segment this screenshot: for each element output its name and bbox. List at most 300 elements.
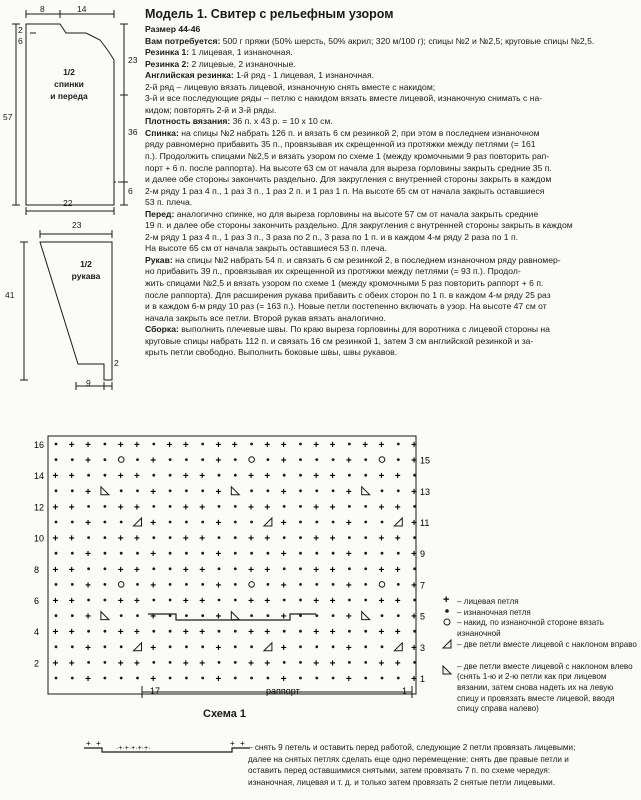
chart-stitch-knit: + [394, 658, 401, 670]
chart-stitch-yo [379, 457, 385, 463]
chart-stitch-knit: + [264, 564, 271, 576]
chart-stitch-knit: + [150, 549, 157, 561]
chart-stitch-purl [364, 583, 367, 586]
chart-stitch-knit: + [362, 440, 369, 451]
chart-stitch-rdec [264, 518, 272, 526]
chart-stitch-purl [169, 630, 172, 633]
chart-stitch-purl [413, 474, 416, 477]
chart-stitch-knit: + [199, 533, 206, 545]
chart-stitch-yo [249, 582, 255, 588]
chart-stitch-purl [299, 677, 302, 680]
chart-stitch-purl [201, 552, 204, 555]
chart-row-number-left: 6 [34, 596, 40, 606]
chart-stitch-purl [104, 677, 107, 680]
chart-stitch-knit: + [150, 674, 157, 685]
chart-stitch-knit: + [85, 486, 91, 498]
chart-stitch-purl [299, 536, 302, 539]
chart-stitch-knit: + [280, 611, 287, 623]
chart-stitch-purl [218, 567, 221, 570]
chart-stitch-knit: + [329, 596, 336, 607]
chart-stitch-knit: + [68, 564, 75, 576]
chart-stitch-knit: + [68, 502, 75, 514]
chart-stitch-purl [413, 599, 416, 602]
chart-stitch-purl [299, 661, 302, 664]
legend-knit: – лицевая петля [457, 597, 519, 606]
body-pattern-outline [26, 24, 114, 205]
chart-stitch-purl [120, 552, 123, 555]
chart-stitch-ldec [362, 487, 370, 495]
chart-stitch-knit: + [394, 533, 401, 545]
chart-stitch-purl [299, 614, 302, 617]
chart-stitch-purl [104, 505, 107, 508]
chart-stitch-purl [413, 536, 416, 539]
chart-stitch-knit: + [378, 564, 385, 576]
chart-stitch-rdec [134, 643, 142, 651]
chart-stitch-purl [71, 552, 74, 555]
chart-stitch-purl [234, 536, 237, 539]
chart-stitch-knit: + [182, 596, 189, 607]
chart-stitch-knit: + [411, 486, 417, 498]
chart-stitch-knit: + [313, 502, 320, 514]
chart-row-number-right: 11 [420, 518, 430, 528]
chart-row-number-right: 7 [420, 580, 426, 591]
chart-stitch-purl [218, 630, 221, 633]
chart-stitch-purl [234, 599, 237, 602]
chart-row-numbers [34, 440, 430, 684]
chart-stitch-knit: + [248, 502, 254, 514]
chart-stitch-knit: + [150, 642, 157, 654]
chart-stitch-knit: + [199, 627, 206, 639]
chart-stitch-knit: + [150, 518, 157, 529]
chart-stitch-knit: + [215, 611, 222, 623]
chart-stitch-purl [348, 474, 351, 477]
chart-stitch-purl [283, 567, 286, 570]
chart-stitch-purl [332, 583, 335, 586]
legend-purl-icon [445, 609, 449, 613]
chart-stitch-purl [152, 505, 155, 508]
chart-stitch-purl [104, 458, 107, 461]
chart-stitch-purl [185, 552, 188, 555]
chart-stitch-knit: + [85, 455, 91, 467]
dim-right-top: 23 [128, 55, 138, 65]
chart-stitch-knit: + [329, 471, 336, 483]
chart-stitch-purl [364, 645, 367, 648]
chart-stitch-knit: + [378, 440, 385, 451]
svg-text:·+·+·+·+·+·: ·+·+·+·+·+· [116, 745, 151, 752]
chart-stitch-knit: + [85, 549, 91, 561]
chart-stitch-knit: + [52, 596, 59, 607]
chart-stitch-purl [136, 489, 139, 492]
chart-stitch-knit: + [378, 658, 385, 670]
chart-stitch-purl [299, 599, 302, 602]
chart-stitch-purl [169, 552, 172, 555]
chart-stitch-purl [71, 489, 74, 492]
chart-stitch-purl [201, 677, 204, 680]
chart-stitch-purl [348, 599, 351, 602]
chart-stitch-purl [332, 677, 335, 680]
legend-right-dec: – две петли вместе лицевой с наклоном вправо [457, 639, 637, 649]
chart-stitch-purl [218, 599, 221, 602]
chart-stitch-purl [381, 614, 384, 617]
chart-stitch-knit: + [411, 518, 417, 529]
chart-stitch-purl [332, 552, 335, 555]
dim-top-neck: 14 [77, 4, 87, 14]
svg-text:+: + [240, 739, 245, 748]
chart-stitch-knit: + [264, 533, 271, 545]
chart-stitch-purl [104, 630, 107, 633]
chart-stitch-knit: + [199, 596, 206, 607]
chart-stitch-purl [283, 599, 286, 602]
chart-stitch-purl [397, 583, 400, 586]
chart-stitch-purl [169, 521, 172, 524]
chart-stitch-knit: + [150, 611, 157, 623]
chart-stitch-purl [152, 567, 155, 570]
chart-stitch-purl [169, 583, 172, 586]
chart-stitch-purl [283, 474, 286, 477]
chart-stitch-knit: + [85, 674, 91, 685]
chart-stitch-purl [250, 677, 253, 680]
chart-stitch-knit: + [345, 486, 352, 498]
sleeve-pattern-diagram [0, 212, 140, 402]
chart-stitch-purl [201, 583, 204, 586]
chart-stitch-knit: + [248, 564, 254, 576]
chart-stitch-knit: + [378, 471, 385, 483]
chart-stitch-purl [234, 552, 237, 555]
chart-stitch-knit: + [199, 564, 206, 576]
chart-stitch-knit: + [280, 642, 287, 654]
chart-stitch-purl [234, 567, 237, 570]
chart-stitch-purl [267, 489, 270, 492]
chart-stitch-knit: + [117, 440, 124, 451]
chart-stitch-purl [201, 521, 204, 524]
chart-stitch-purl [267, 583, 270, 586]
chart-stitch-purl [250, 443, 253, 446]
chart-stitch-purl [169, 458, 172, 461]
chart-stitch-purl [104, 583, 107, 586]
chart-stitch-purl [315, 677, 318, 680]
chart-stitch-purl [169, 661, 172, 664]
chart-stitch-ldec [231, 487, 239, 495]
chart-stitch-knit: + [264, 471, 271, 483]
chart-stitch-knit: + [378, 596, 385, 607]
chart-stitch-purl [299, 567, 302, 570]
svg-text:+: + [96, 739, 101, 748]
chart-caption: Схема 1 [203, 708, 247, 720]
chart-stitch-knit: + [199, 471, 206, 483]
model-title: Модель 1. Свитер с рельефным узором [145, 7, 394, 21]
chart-stitch-purl [71, 677, 74, 680]
chart-stitch-knit: + [134, 502, 140, 514]
chart-stitch-knit: + [313, 627, 320, 639]
chart-stitch-purl [185, 489, 188, 492]
chart-stitch-purl [169, 489, 172, 492]
chart-stitch-purl [185, 521, 188, 524]
chart-stitch-purl [55, 521, 58, 524]
chart-stitch-knit: + [182, 658, 189, 670]
chart-stitch-purl [364, 599, 367, 602]
chart-stitch-purl [234, 521, 237, 524]
instructions-text: Размер 44-46 Вам потребуется: 500 г пряжи (50% шерсть, 50% акрил; 320 м/100 г); спицы №2 и №2,5; круговые спицы №2,5. Резинка 1: 1 лицевая, 1 изнаночная. Резинка 2: 2 лицевые, 2 изнаночные. Английская резинка: 1-й ряд - 1 лицевая, 1 изнаночная. 2-й ряд – лицевую вязать лицевой, изнаночную снять вместе с накидом; 3-й и все последующие ряды – петлю с накидом вязать вместе лицевой, изнаночную снимать с на- кидом; повторять 2-й и 3-й ряды. Плотность вязания: 36 п. х 43 р. = 10 х 10 см. Спинка: на спицы №2 набрать 126 п. и вязать 6 см резинкой 2, при этом в последнем изнаночном ряду равномерно прибавить 35 п., провязывая их скрещенной из протяжки между петлями (= 161 п.). Продолжить спицами №2,5 и вязать узором по схеме 1 (между кромочными 9 раз повторить рап- порт + 6 п. после раппорта). На высоте 63 см от начала для выреза горловины закрыть средние 35 п. и далее обе стороны закончить раздельно. Для закругления с внутренней стороны закрыть в каждом 2-м ряду 1 раз 4 п., 1 раз 3 п., 1 раз 2 п. и 1 раз 1 п. На высоте 65 см от начала закрыть оставшиеся 53 п. плеча. Перед: аналогично спинке, но для выреза горловины на высоте 57 см от начала закрыть средние 19 п. и далее обе стороны закончить раздельно. Для закругления с внутренней стороны закрыть в каждом 2-м ряду 1 раз 4 п., 1 раз 3 п., 3 раза по 2 п., 3 раза по 1 п. и в каждом 4-м ряду 2 раза по 1 п. На высоте 65 см от начала закрыть оставшиеся 53 п. плеча. Рукав: на спицы №2 набрать 54 п. и связать 6 см резинкой 2, в последнем изнаночном ряду равномер- но прибавить 39 п., провязывая их скрещенной из протяжки между петлями (= 93 п.). Продол- жить спицами №2,5 и вязать узором по схеме 1 (между кромочными 5 раз повторить раппорт + 6 п. после раппорта). Для расширения рукава прибавить с обеих сторон по 1 п. в каждом 4-м ряду 25 раз и в каждом 6-м ряду 10 раз (= 163 п.). Новые петли постепенно включать в узор. На высоте 47 см от начала закрыть все петли. Второй рукав вязать аналогично. Сборка: выполнить плечевые швы. По краю выреза горловины для воротника с лицевой стороны на круговые спицы набрать 112 п. и связать 16 см резинкой 1, затем 3 см английской резинкой и за- крыть петли свободно. Выполнить боковые швы, швы рукавов. [145, 24, 595, 358]
chart-stitch-purl [104, 536, 107, 539]
chart-stitch-knit: + [378, 533, 385, 545]
chart-row-number-right: 13 [420, 486, 431, 497]
chart-stitch-purl [381, 489, 384, 492]
chart-stitch-yo [118, 457, 124, 463]
cable-bracket [148, 614, 316, 620]
chart-stitch-purl [250, 552, 253, 555]
chart-stitch-knit: + [378, 502, 385, 514]
chart-stitch-purl [87, 536, 90, 539]
chart-stitch-knit: + [394, 564, 401, 576]
chart-stitch-purl [55, 583, 58, 586]
chart-stitch-purl [250, 489, 253, 492]
chart-col-start: 17 [150, 686, 161, 696]
chart-cells [53, 440, 418, 685]
chart-row-number-left: 10 [34, 533, 45, 544]
chart-stitch-purl [364, 552, 367, 555]
chart-stitch-purl [364, 567, 367, 570]
chart-stitch-purl [381, 677, 384, 680]
chart-row-number-right: 1 [420, 674, 426, 684]
chart-stitch-knit: + [264, 596, 271, 607]
chart-stitch-purl [332, 614, 335, 617]
chart-stitch-knit: + [313, 533, 320, 545]
chart-stitch-knit: + [345, 455, 352, 467]
chart-stitch-purl [267, 614, 270, 617]
chart-stitch-purl [201, 614, 204, 617]
chart-stitch-knit: + [394, 596, 401, 607]
chart-row-number-left: 2 [34, 658, 40, 669]
legend-yarnover: – накид, по изнаночной стороне вязать изнаночной [457, 618, 605, 638]
chart-stitch-purl [397, 552, 400, 555]
chart-stitch-knit: + [345, 674, 352, 685]
chart-stitch-purl [87, 599, 90, 602]
chart-stitch-purl [234, 677, 237, 680]
chart-row-number-left: 4 [34, 627, 40, 638]
chart-stitch-knit: + [215, 580, 222, 592]
legend-list [457, 597, 637, 715]
chart-stitch-purl [169, 677, 172, 680]
chart-stitch-purl [299, 443, 302, 446]
chart-stitch-knit: + [182, 440, 189, 451]
chart-stitch-knit: + [85, 580, 91, 592]
chart-stitch-purl [104, 552, 107, 555]
chart-stitch-knit: + [345, 611, 352, 623]
chart-stitch-purl [397, 614, 400, 617]
chart-stitch-knit: + [329, 627, 336, 639]
chart-stitch-purl [234, 645, 237, 648]
chart-stitch-purl [348, 567, 351, 570]
chart-stitch-knit: + [248, 533, 254, 545]
chart-stitch-purl [87, 630, 90, 633]
chart-stitch-purl [169, 567, 172, 570]
chart-stitch-purl [136, 614, 139, 617]
chart-stitch-purl [267, 677, 270, 680]
chart-stitch-knit: + [313, 440, 320, 451]
chart-stitch-purl [364, 661, 367, 664]
dim-right-bottom: 6 [128, 186, 133, 196]
chart-stitch-purl [120, 489, 123, 492]
chart-stitch-knit: + [345, 642, 352, 654]
chart-stitch-knit: + [313, 564, 320, 576]
chart-stitch-knit: + [329, 502, 336, 514]
chart-row-number-left: 8 [34, 564, 40, 575]
chart-stitch-yo [249, 457, 255, 463]
chart-stitch-knit: + [182, 471, 189, 483]
chart-stitch-purl [71, 583, 74, 586]
chart-stitch-purl [299, 552, 302, 555]
chart-stitch-purl [104, 567, 107, 570]
chart-stitch-purl [218, 536, 221, 539]
chart-stitch-purl [185, 645, 188, 648]
chart-stitch-knit: + [182, 533, 189, 545]
chart-stitch-purl [71, 458, 74, 461]
chart-stitch-knit: + [215, 455, 222, 467]
chart-stitch-purl [55, 552, 58, 555]
chart-stitch-purl [169, 599, 172, 602]
chart-stitch-purl [364, 536, 367, 539]
chart-stitch-purl [348, 536, 351, 539]
chart-stitch-purl [397, 677, 400, 680]
chart-stitch-purl [348, 443, 351, 446]
chart-stitch-knit: + [68, 596, 75, 607]
chart-stitch-purl [185, 458, 188, 461]
chart-stitch-ldec [362, 612, 370, 620]
chart-stitch-purl [55, 489, 58, 492]
chart-stitch-knit: + [68, 533, 75, 545]
chart-stitch-purl [152, 443, 155, 446]
chart-stitch-knit: + [378, 627, 385, 639]
chart-stitch-knit: + [199, 658, 206, 670]
chart-stitch-purl [169, 614, 172, 617]
chart-row-number-right: 15 [420, 455, 431, 466]
chart-stitch-knit: + [182, 627, 189, 639]
chart-stitch-knit: + [117, 564, 124, 576]
chart-stitch-knit: + [199, 502, 206, 514]
chart-stitch-purl [201, 458, 204, 461]
chart-stitch-knit: + [313, 596, 320, 607]
legend-yarnover-icon [444, 619, 450, 625]
chart-stitch-knit: + [52, 658, 59, 670]
chart-stitch-purl [71, 614, 74, 617]
chart-stitch-knit: + [411, 611, 417, 623]
chart-row-number-right: 9 [420, 549, 426, 560]
chart-stitch-knit: + [280, 518, 287, 529]
chart-frame [48, 436, 416, 694]
chart-stitch-purl [364, 505, 367, 508]
chart-stitch-purl [55, 614, 58, 617]
chart-stitch-purl [315, 521, 318, 524]
chart-stitch-knit: + [134, 564, 140, 576]
chart-stitch-purl [283, 505, 286, 508]
chart-stitch-purl [104, 521, 107, 524]
chart-stitch-knit: + [329, 440, 336, 451]
chart-stitch-knit: + [280, 549, 287, 561]
chart-stitch-knit: + [85, 642, 91, 654]
chart-row-number-right: 5 [420, 611, 426, 622]
legend-left-dec: – две петли вместе лицевой с наклоном влево (снять 1-ю и 2-ю петли как при лицевом вязании, затем снова надеть их на левую спицу и провязать вместе лицевой, вводя спицу справа налево) [457, 661, 633, 714]
chart-stitch-purl [299, 583, 302, 586]
chart-stitch-purl [120, 521, 123, 524]
dim-sleeve-bottom-b: 9 [86, 378, 91, 388]
chart-stitch-knit: + [248, 627, 254, 639]
legend-knit-icon: + [443, 594, 450, 606]
chart-stitch-purl [250, 645, 253, 648]
chart-stitch-purl [120, 614, 123, 617]
chart-stitch-knit: + [134, 658, 140, 670]
chart-stitch-rdec [264, 643, 272, 651]
chart-stitch-knit: + [182, 564, 189, 576]
dim-sleeve-top: 23 [72, 220, 82, 230]
chart-stitch-purl [55, 443, 58, 446]
chart-stitch-purl [185, 677, 188, 680]
chart-stitch-knit: + [134, 627, 140, 639]
legend-left-dec-icon [443, 666, 451, 674]
chart-stitch-purl [315, 489, 318, 492]
chart-stitch-knit: + [85, 518, 91, 529]
dim-bottom-width: 22 [63, 198, 73, 208]
chart-stitch-knit: + [411, 642, 417, 654]
chart-stitch-purl [381, 645, 384, 648]
chart-row-number-right: 3 [420, 642, 426, 653]
cable-symbol [80, 736, 256, 760]
chart-stitch-purl [315, 458, 318, 461]
chart-stitch-purl [413, 661, 416, 664]
stitch-chart [0, 430, 440, 730]
chart-stitch-yo [379, 582, 385, 588]
chart-stitch-purl [136, 458, 139, 461]
chart-stitch-knit: + [264, 502, 271, 514]
chart-stitch-knit: + [68, 471, 75, 483]
chart-stitch-knit: + [231, 440, 238, 451]
svg-text:+: + [230, 739, 235, 748]
chart-stitch-purl [87, 661, 90, 664]
dim-right-mid: 36 [128, 127, 138, 137]
chart-stitch-knit: + [329, 533, 336, 545]
chart-stitch-knit: + [215, 518, 222, 529]
chart-stitch-purl [169, 536, 172, 539]
chart-stitch-purl [381, 521, 384, 524]
chart-stitch-purl [413, 630, 416, 633]
chart-stitch-knit: + [117, 658, 124, 670]
chart-stitch-knit: + [345, 549, 352, 561]
chart-stitch-purl [299, 505, 302, 508]
chart-stitch-knit: + [264, 627, 271, 639]
chart-stitch-purl [234, 630, 237, 633]
chart-stitch-knit: + [280, 455, 287, 467]
chart-stitch-purl [104, 645, 107, 648]
chart-stitch-knit: + [411, 549, 417, 561]
chart-stitch-knit: + [280, 580, 287, 592]
chart-stitch-purl [250, 521, 253, 524]
chart-stitch-purl [299, 458, 302, 461]
chart-stitch-knit: + [117, 533, 124, 545]
chart-stitch-purl [152, 474, 155, 477]
chart-stitch-purl [364, 630, 367, 633]
chart-stitch-knit: + [117, 627, 124, 639]
chart-stitch-knit: + [264, 440, 271, 451]
chart-stitch-knit: + [215, 674, 222, 685]
chart-stitch-purl [71, 645, 74, 648]
chart-stitch-rdec [394, 643, 402, 651]
chart-stitch-purl [413, 567, 416, 570]
chart-stitch-purl [87, 567, 90, 570]
chart-stitch-purl [136, 677, 139, 680]
chart-stitch-rdec [394, 518, 402, 526]
chart-stitch-purl [218, 661, 221, 664]
chart-row-number-left: 14 [34, 471, 45, 482]
chart-stitch-purl [152, 536, 155, 539]
